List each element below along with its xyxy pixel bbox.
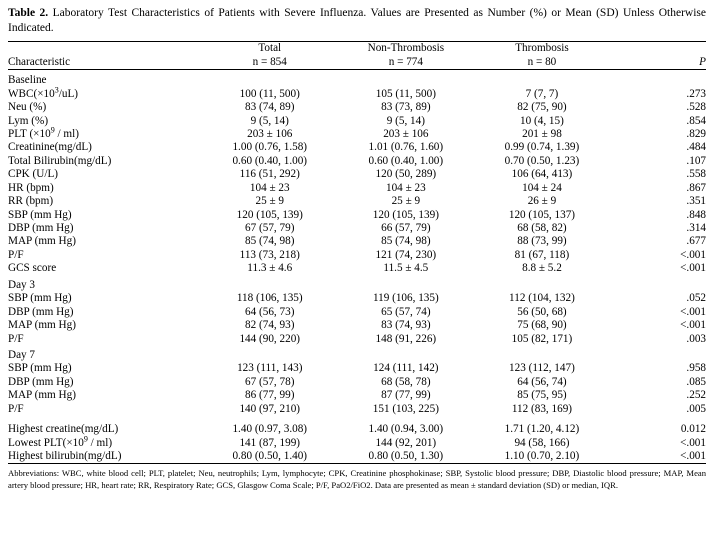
table-head: [8, 42, 706, 70]
row-p-value: <.001: [680, 262, 706, 275]
table-row: [8, 437, 706, 450]
row-total: 82 (74, 93): [245, 319, 295, 332]
table-row: [8, 333, 706, 346]
row-total: 123 (111, 143): [237, 362, 303, 375]
row-thrombosis: 104 ± 24: [522, 181, 562, 194]
row-thrombosis: 201 ± 98: [522, 127, 562, 140]
row-p-value: .252: [686, 389, 706, 402]
table-row: [8, 141, 706, 154]
row-non-thrombosis: 120 (105, 139): [372, 208, 439, 221]
row-characteristic: PLT $(\times 10^9 / ml)$: [8, 125, 79, 140]
row-p-value: <.001: [680, 319, 706, 332]
row-non-thrombosis: 105 (11, 500): [375, 87, 436, 100]
row-characteristic: GCS score: [8, 262, 57, 275]
row-p-value: .273: [686, 87, 706, 100]
row-characteristic: P/F: [8, 332, 24, 345]
row-characteristic: Highest bilirubin(mg/dL): [8, 450, 203, 464]
row-thrombosis: 1.10 (0.70, 2.10): [476, 450, 609, 464]
row-p-value: 0.012: [680, 423, 706, 436]
row-characteristic: MAP (mm Hg): [8, 235, 76, 248]
row-non-thrombosis: 66 (57, 79): [381, 222, 431, 235]
row-characteristic: Neu (%): [8, 101, 47, 114]
row-p-value: .085: [686, 375, 706, 388]
row-characteristic: Lowest $PLT(\times 10^9 / ml)$: [8, 433, 113, 449]
row-p-value: .829: [686, 127, 706, 140]
row-non-thrombosis: 65 (57, 74): [381, 305, 431, 318]
row-p-value: .677: [686, 235, 706, 248]
column-header-non-thrombosis: Non-Thrombosis: [336, 42, 476, 56]
row-non-thrombosis: 1.40 (0.94, 3.00): [368, 423, 444, 436]
row-total: 1.40 (0.97, 3.08): [232, 423, 308, 436]
row-thrombosis: 85 (75, 95): [517, 389, 567, 402]
row-characteristic: RR (bpm): [8, 195, 54, 208]
table-row: [8, 362, 706, 375]
table-caption-text: Laboratory Test Characteristics of Patients with Severe Influenza. Values are Presented as Number (%) or Mean (SD) Unless Otherwise Indicated.: [8, 7, 706, 35]
row-non-thrombosis: 144 (92, 201): [375, 436, 437, 449]
row-total: 140 (97, 210): [239, 402, 301, 415]
row-thrombosis: 88 (73, 99): [517, 235, 567, 248]
row-p-value: .854: [686, 114, 706, 127]
row-characteristic: Lym (%): [8, 114, 49, 127]
row-total: 104 ± 23: [249, 181, 290, 194]
row-thrombosis: 75 (68, 90): [517, 319, 567, 332]
row-total: 100 (11, 500): [239, 87, 300, 100]
row-thrombosis: 105 (82, 171): [511, 332, 573, 345]
row-non-thrombosis: 68 (58, 78): [381, 375, 431, 388]
column-header-p: P: [608, 56, 706, 70]
row-non-thrombosis: 203 ± 106: [383, 127, 429, 140]
row-non-thrombosis: 83 (74, 93): [381, 319, 431, 332]
table-row: [8, 128, 706, 141]
row-thrombosis: 0.99 (0.74, 1.39): [504, 141, 580, 154]
row-characteristic: Highest creatine(mg/dL): [8, 423, 119, 436]
row-thrombosis: 26 ± 9: [527, 195, 557, 208]
row-p-value: <.001: [680, 436, 706, 449]
row-characteristic: Total Bilirubin(mg/dL): [8, 154, 112, 167]
row-total: 0.60 (0.40, 1.00): [232, 154, 308, 167]
section-title: Day 3: [8, 278, 36, 291]
row-total: 64 (56, 73): [245, 305, 295, 318]
table-section-header: [8, 70, 706, 88]
column-subheader-thrombosis-n: n = 80: [476, 56, 609, 70]
row-total: 116 (51, 292): [239, 168, 300, 181]
lab-characteristics-table: [8, 41, 706, 464]
row-characteristic: P/F: [8, 402, 24, 415]
table-row: [8, 222, 706, 235]
row-total: 144 (90, 220): [239, 332, 301, 345]
row-non-thrombosis: 87 (77, 99): [381, 389, 431, 402]
column-subheader-non-thrombosis-n: n = 774: [336, 56, 476, 70]
table-row: [8, 101, 706, 114]
row-characteristic: MAP (mm Hg): [8, 319, 76, 332]
row-p-value: .052: [686, 292, 706, 305]
table-section-header: [8, 276, 706, 292]
table-row: [8, 155, 706, 168]
table-row: [8, 88, 706, 101]
row-characteristic: SBP (mm Hg): [8, 208, 72, 221]
row-total: 0.80 (0.50, 1.40): [203, 450, 336, 464]
row-total: 113 (73, 218): [239, 248, 300, 261]
row-thrombosis: 112 (83, 169): [511, 402, 573, 415]
section-title: Baseline: [8, 74, 47, 87]
row-total: 1.00 (0.76, 1.58): [232, 141, 308, 154]
row-non-thrombosis: 11.5 ± 4.5: [383, 262, 429, 275]
row-thrombosis: 112 (104, 132): [509, 292, 575, 305]
row-thrombosis: 7 (7, 7): [525, 87, 559, 100]
table-row: [8, 423, 706, 436]
row-non-thrombosis: 121 (74, 230): [375, 248, 437, 261]
row-total: 120 (105, 139): [236, 208, 303, 221]
row-total: 141 (87, 199): [239, 436, 301, 449]
row-p-value: .351: [686, 195, 706, 208]
row-p-value: <.001: [680, 305, 706, 318]
column-subheader-total-n: n = 854: [203, 56, 336, 70]
row-non-thrombosis: 25 ± 9: [391, 195, 421, 208]
row-thrombosis: 56 (50, 68): [517, 305, 567, 318]
row-characteristic: DBP (mm Hg): [8, 222, 74, 235]
row-total: 118 (106, 135): [236, 292, 303, 305]
table-row: [8, 209, 706, 222]
table-row: [8, 376, 706, 389]
row-total: 203 ± 106: [247, 127, 293, 140]
row-p-value: .528: [686, 101, 706, 114]
row-total: 83 (74, 89): [245, 101, 295, 114]
row-p-value: .867: [686, 181, 706, 194]
row-non-thrombosis: 85 (74, 98): [381, 235, 431, 248]
row-non-thrombosis: 9 (5, 14): [386, 114, 425, 127]
row-thrombosis: 68 (58, 82): [517, 222, 567, 235]
column-header-total: Total: [203, 42, 336, 56]
table-row: [8, 262, 706, 275]
row-p-value: .484: [686, 141, 706, 154]
row-characteristic: SBP (mm Hg): [8, 292, 72, 305]
row-p-value: .003: [686, 332, 706, 345]
row-characteristic: DBP (mm Hg): [8, 375, 74, 388]
row-total: 85 (74, 98): [245, 235, 295, 248]
row-p-value: <.001: [608, 450, 706, 464]
row-characteristic: SBP (mm Hg): [8, 362, 72, 375]
row-thrombosis: 106 (64, 413): [511, 168, 573, 181]
row-non-thrombosis: 0.80 (0.50, 1.30): [336, 450, 476, 464]
row-thrombosis: 81 (67, 118): [514, 248, 570, 261]
row-total: 11.3 ± 4.6: [247, 262, 293, 275]
row-thrombosis: 8.8 ± 5.2: [522, 262, 562, 275]
row-p-value: .558: [686, 168, 706, 181]
row-thrombosis: 0.70 (0.50, 1.23): [504, 154, 580, 167]
row-thrombosis: 123 (112, 147): [509, 362, 575, 375]
row-non-thrombosis: 104 ± 23: [385, 181, 426, 194]
table-row: [8, 292, 706, 305]
row-thrombosis: 1.71 (1.20, 4.12): [504, 423, 580, 436]
section-title: Day 7: [8, 348, 36, 361]
row-characteristic: Creatinine(mg/dL): [8, 141, 92, 154]
row-characteristic: HR (bpm): [8, 181, 54, 194]
table-row: [8, 195, 706, 208]
row-characteristic: P/F: [8, 248, 24, 261]
row-non-thrombosis: 148 (91, 226): [375, 332, 437, 345]
row-p-value: .005: [686, 402, 706, 415]
column-header-characteristic: Characteristic: [8, 56, 203, 70]
row-characteristic: CPK (U/L): [8, 168, 59, 181]
row-non-thrombosis: 124 (111, 142): [373, 362, 439, 375]
row-total: 67 (57, 78): [245, 375, 295, 388]
row-p-value: .107: [686, 154, 706, 167]
row-non-thrombosis: 119 (106, 135): [372, 292, 439, 305]
table-row: [8, 235, 706, 248]
row-non-thrombosis: 1.01 (0.76, 1.60): [368, 141, 444, 154]
row-thrombosis: 120 (105, 137): [508, 208, 576, 221]
table-row: [8, 182, 706, 195]
row-total: 67 (57, 79): [245, 222, 295, 235]
row-p-value: <.001: [680, 248, 706, 261]
table-section-header: [8, 346, 706, 362]
table-row: [8, 115, 706, 128]
row-non-thrombosis: 120 (50, 289): [375, 168, 437, 181]
row-p-value: .314: [686, 222, 706, 235]
row-characteristic: $WBC(\times 10^3/uL)$: [8, 84, 79, 100]
row-non-thrombosis: 83 (73, 89): [381, 101, 431, 114]
table-row: [8, 450, 706, 464]
table-row: [8, 319, 706, 332]
row-total: 86 (77, 99): [245, 389, 295, 402]
row-non-thrombosis: 151 (103, 225): [372, 402, 439, 415]
row-total: 9 (5, 14): [250, 114, 289, 127]
table-row: [8, 403, 706, 416]
row-characteristic: MAP (mm Hg): [8, 389, 76, 402]
row-p-value: .958: [686, 362, 706, 375]
table-body: [8, 70, 706, 464]
table-caption: [8, 6, 706, 36]
row-thrombosis: 82 (75, 90): [517, 101, 567, 114]
table-row: [8, 306, 706, 319]
table-row: [8, 168, 706, 181]
row-thrombosis: 64 (56, 74): [517, 375, 567, 388]
row-thrombosis: 94 (58, 166): [514, 436, 570, 449]
row-p-value: .848: [686, 208, 706, 221]
table-caption-label: Table 2.: [8, 7, 49, 19]
table-header-group-row: [8, 42, 706, 56]
row-total: 25 ± 9: [255, 195, 284, 208]
row-non-thrombosis: 0.60 (0.40, 1.00): [368, 154, 444, 167]
table-row: [8, 249, 706, 262]
column-header-thrombosis: Thrombosis: [476, 42, 609, 56]
table-footnote: Abbreviations: WBC, white blood cell; PLT, platelet; Neu, neutrophils; Lym, lymphocyte; CPK, Creatinine phosphokinase; SBP, Systolic blood pressure; DBP, Diastolic blood pressure; MAP, Mean artery blood pressure; HR, heart rate; RR, Respiratory Rate; GCS, Glasgow Coma Scale; P/F, PaO2/FiO2. Data are presented as mean ± standard deviation (SD) or median, IQR.: [8, 468, 706, 490]
table-spacer-row: [8, 416, 706, 423]
row-thrombosis: 10 (4, 15): [520, 114, 564, 127]
table-header-sub-row: [8, 56, 706, 70]
table-row: [8, 389, 706, 402]
row-characteristic: DBP (mm Hg): [8, 305, 74, 318]
